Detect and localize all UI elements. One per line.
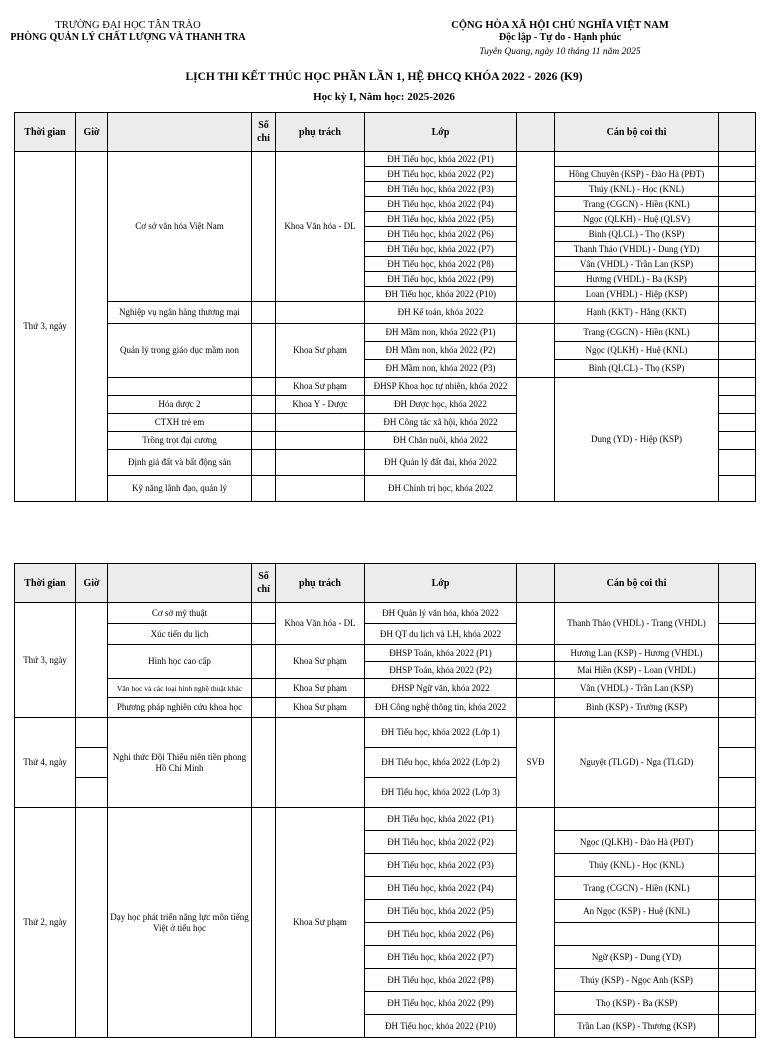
note-cell (719, 808, 756, 831)
subject-cell: Quản lý trong giáo dục mầm non (108, 324, 252, 378)
note-cell (719, 662, 756, 679)
class-cell: ĐH Tiểu học, khóa 2022 (P6) (365, 923, 517, 946)
note-cell (719, 324, 756, 342)
room-cell (517, 152, 555, 302)
note-cell (719, 227, 756, 242)
proctor-cell: An Ngọc (KSP) - Huệ (KNL) (555, 900, 719, 923)
class-cell: ĐH Tiểu học, khóa 2022 (Lớp 3) (365, 778, 517, 808)
proctor-cell: Bình (KSP) - Trường (KSP) (555, 698, 719, 718)
credits-cell (252, 645, 276, 679)
department-cell (276, 718, 365, 808)
credits-cell (252, 450, 276, 476)
note-cell (719, 624, 756, 645)
page-title: LỊCH THI KẾT THÚC HỌC PHẦN LẦN 1, HỆ ĐHCQ KHÓA 2022 - 2026 (K9) (185, 71, 583, 83)
note-cell (719, 450, 756, 476)
class-cell: ĐH Tiểu học, khóa 2022 (P5) (365, 212, 517, 227)
col-header-room (517, 564, 555, 603)
hour-cell (76, 808, 108, 1038)
subject-cell: Nghiệp vụ ngân hàng thương mại (108, 302, 252, 324)
class-cell: ĐH Dược học, khóa 2022 (365, 396, 517, 414)
credits-cell (252, 324, 276, 378)
proctor-cell: Mai Hiền (KSP) - Loan (VHDL) (555, 662, 719, 679)
note-cell (719, 946, 756, 969)
day-cell: Thứ 2, ngày (15, 808, 76, 1038)
class-cell: ĐHSP Ngữ văn, khóa 2022 (365, 679, 517, 698)
class-cell: ĐHSP Toán, khóa 2022 (P2) (365, 662, 517, 679)
proctor-cell: Nguyệt (TLGD) - Nga (TLGD) (555, 718, 719, 808)
note-cell (719, 877, 756, 900)
proctor-cell: Vân (VHDL) - Trần Lan (KSP) (555, 257, 719, 272)
room-cell (517, 679, 555, 698)
national-motto: Độc lập - Tự do - Hạnh phúc (498, 32, 622, 43)
proctor-cell: Hương (VHDL) - Ba (KSP) (555, 272, 719, 287)
table-row (15, 679, 756, 698)
col-header-proctors: Cán bộ coi thi (555, 564, 719, 603)
col-header-class: Lớp (365, 564, 517, 603)
table-row (15, 808, 756, 831)
col-header-credits: Số chỉ (252, 564, 276, 603)
class-cell: ĐH Tiểu học, khóa 2022 (P10) (365, 287, 517, 302)
note-cell (719, 242, 756, 257)
class-cell: ĐH Chính trị học, khóa 2022 (365, 476, 517, 502)
proctor-cell: Loan (VHDL) - Hiệp (KSP) (555, 287, 719, 302)
subject-cell: Cơ sở văn hóa Việt Nam (108, 152, 252, 302)
note-cell (719, 414, 756, 432)
class-cell: ĐH Tiểu học, khóa 2022 (P2) (365, 831, 517, 854)
department-cell: Khoa Sư phạm (276, 808, 365, 1038)
subject-cell (108, 378, 252, 396)
proctor-cell: Thúy (KNL) - Học (KNL) (555, 182, 719, 197)
subject-cell: Hóa dược 2 (108, 396, 252, 414)
credits-cell (252, 698, 276, 718)
credits-cell (252, 476, 276, 502)
note-cell (719, 854, 756, 877)
proctor-cell: Thọ (KSP) - Ba (KSP) (555, 992, 719, 1015)
department-cell: Khoa Sư phạm (276, 679, 365, 698)
class-cell: ĐH Tiểu học, khóa 2022 (P10) (365, 1015, 517, 1038)
proctor-cell: Thanh Thảo (VHDL) - Dung (YD) (555, 242, 719, 257)
hour-cell (76, 748, 108, 778)
department-cell: Khoa Y - Dược (276, 396, 365, 414)
class-cell: ĐH Tiểu học, khóa 2022 (P3) (365, 182, 517, 197)
note-cell (719, 992, 756, 1015)
department-cell (276, 432, 365, 450)
credits-cell (252, 396, 276, 414)
col-header-hour: Giờ (76, 564, 108, 603)
col-header-class: Lớp (365, 113, 517, 152)
subject-cell: Nghi thức Đội Thiếu niên tiền phong Hồ Chí Minh (108, 718, 252, 808)
col-header-proctors: Cán bộ coi thi (555, 113, 719, 152)
proctor-cell: Trang (CGCN) - Hiền (KNL) (555, 324, 719, 342)
room-cell (517, 302, 555, 324)
note-cell (719, 831, 756, 854)
table-row (15, 645, 756, 662)
note-cell (719, 603, 756, 624)
department-cell: Khoa Sư phạm (276, 324, 365, 378)
credits-cell (252, 679, 276, 698)
department-cell: Khoa Văn hóa - DL (276, 603, 365, 645)
note-cell (719, 197, 756, 212)
col-header-time: Thời gian (15, 113, 76, 152)
col-header-room (517, 113, 555, 152)
proctor-cell: Hương Lan (KSP) - Hương (VHDL) (555, 645, 719, 662)
room-cell (517, 662, 555, 679)
credits-cell (252, 603, 276, 624)
proctor-cell (555, 152, 719, 167)
department-cell: Khoa Sư phạm (276, 698, 365, 718)
department-cell (276, 302, 365, 324)
subject-cell: Hình học cao cấp (108, 645, 252, 679)
proctor-cell: Ngọc (QLKH) - Huệ (QLSV) (555, 212, 719, 227)
proctor-cell: Thúy (KNL) - Học (KNL) (555, 854, 719, 877)
credits-cell (252, 432, 276, 450)
credits-cell (252, 152, 276, 302)
subject-cell: Định giá đất và bất động sản (108, 450, 252, 476)
note-cell (719, 923, 756, 946)
col-header-subject (108, 564, 252, 603)
national-motto-block (440, 20, 680, 60)
proctor-cell: Bình (QLCL) - Thọ (KSP) (555, 227, 719, 242)
room-cell (517, 698, 555, 718)
note-cell (719, 718, 756, 748)
issuer-block (8, 20, 248, 44)
hour-cell (76, 718, 108, 748)
table-row (15, 718, 756, 748)
note-cell (719, 287, 756, 302)
class-cell: ĐH Công nghệ thông tin, khóa 2022 (365, 698, 517, 718)
proctor-cell: Bình (QLCL) - Thọ (KSP) (555, 360, 719, 378)
class-cell: ĐHSP Khoa học tự nhiên, khóa 2022 (365, 378, 517, 396)
class-cell: ĐH Mầm non, khóa 2022 (P1) (365, 324, 517, 342)
class-cell: ĐH Tiểu học, khóa 2022 (P2) (365, 167, 517, 182)
subject-cell: CTXH trẻ em (108, 414, 252, 432)
proctor-cell: Thúy (KSP) - Ngọc Anh (KSP) (555, 969, 719, 992)
class-cell: ĐH Tiểu học, khóa 2022 (P8) (365, 257, 517, 272)
subject-cell: Phương pháp nghiên cứu khoa học (108, 698, 252, 718)
subject-cell: Văn học và các loại hình nghệ thuật khác (108, 679, 252, 698)
proctor-cell: Hồng Chuyên (KSP) - Đào Hà (PĐT) (555, 167, 719, 182)
col-header-note (719, 564, 756, 603)
class-cell: ĐH Công tác xã hội, khóa 2022 (365, 414, 517, 432)
note-cell (719, 167, 756, 182)
proctor-cell: Hạnh (KKT) - Hằng (KKT) (555, 302, 719, 324)
class-cell: ĐH Chăn nuôi, khóa 2022 (365, 432, 517, 450)
note-cell (719, 152, 756, 167)
hour-cell (76, 152, 108, 502)
class-cell: ĐH Tiểu học, khóa 2022 (P7) (365, 242, 517, 257)
room-cell: SVĐ (517, 718, 555, 808)
room-cell (517, 603, 555, 645)
table-header-row (15, 564, 756, 603)
class-cell: ĐH Tiểu học, khóa 2022 (P1) (365, 808, 517, 831)
class-cell: ĐH QT du lịch và LH, khóa 2022 (365, 624, 517, 645)
document-header (0, 20, 768, 66)
table-row (15, 603, 756, 624)
note-cell (719, 1015, 756, 1038)
credits-cell (252, 378, 276, 396)
proctor-cell: Ngọc (QLKH) - Đào Hà (PĐT) (555, 831, 719, 854)
note-cell (719, 360, 756, 378)
subject-cell: Trồng trọt đại cương (108, 432, 252, 450)
subject-cell: Cơ sở mỹ thuật (108, 603, 252, 624)
note-cell (719, 476, 756, 502)
office-name: PHÒNG QUẢN LÝ CHẤT LƯỢNG VÀ THANH TRA (10, 32, 246, 43)
class-cell: ĐH Tiểu học, khóa 2022 (P9) (365, 992, 517, 1015)
schedule-table-2 (14, 563, 756, 1038)
department-cell: Khoa Sư phạm (276, 378, 365, 396)
table-row (15, 302, 756, 324)
class-cell: ĐH Tiểu học, khóa 2022 (P7) (365, 946, 517, 969)
credits-cell (252, 624, 276, 645)
note-cell (719, 396, 756, 414)
col-header-credits: Số chỉ (252, 113, 276, 152)
class-cell: ĐH Tiểu học, khóa 2022 (P3) (365, 854, 517, 877)
day-cell: Thứ 3, ngày (15, 152, 76, 502)
schedule-table-1 (14, 112, 756, 502)
department-cell (276, 450, 365, 476)
note-cell (719, 778, 756, 808)
col-header-subject (108, 113, 252, 152)
note-cell (719, 378, 756, 396)
room-cell (517, 378, 555, 502)
class-cell: ĐH Tiểu học, khóa 2022 (P5) (365, 900, 517, 923)
note-cell (719, 432, 756, 450)
subject-cell: Dạy học phát triển năng lực môn tiếng Việt ở tiểu học (108, 808, 252, 1038)
col-header-department: phụ trách (276, 113, 365, 152)
class-cell: ĐH Tiểu học, khóa 2022 (P4) (365, 877, 517, 900)
department-cell (276, 414, 365, 432)
note-cell (719, 679, 756, 698)
page-subtitle: Học kỳ I, Năm học: 2025-2026 (313, 91, 455, 103)
class-cell: ĐH Tiểu học, khóa 2022 (P4) (365, 197, 517, 212)
table-row (15, 378, 756, 396)
department-cell: Khoa Sư phạm (276, 645, 365, 679)
note-cell (719, 257, 756, 272)
proctor-cell: Trang (CGCN) - Hiền (KNL) (555, 877, 719, 900)
proctor-cell (555, 923, 719, 946)
room-cell (517, 645, 555, 662)
table-row (15, 324, 756, 342)
hour-cell (76, 603, 108, 718)
class-cell: ĐH Quản lý văn hóa, khóa 2022 (365, 603, 517, 624)
credits-cell (252, 414, 276, 432)
class-cell: ĐH Tiểu học, khóa 2022 (Lớp 1) (365, 718, 517, 748)
col-header-note (719, 113, 756, 152)
note-cell (719, 969, 756, 992)
university-name: TRƯỜNG ĐẠI HỌC TÂN TRÀO (55, 20, 201, 31)
note-cell (719, 182, 756, 197)
day-cell: Thứ 3, ngày (15, 603, 76, 718)
note-cell (719, 272, 756, 287)
table-row (15, 698, 756, 718)
room-cell (517, 324, 555, 378)
note-cell (719, 342, 756, 360)
class-cell: ĐH Mầm non, khóa 2022 (P3) (365, 360, 517, 378)
room-cell (517, 808, 555, 1038)
class-cell: ĐHSP Toán, khóa 2022 (P1) (365, 645, 517, 662)
class-cell: ĐH Tiểu học, khóa 2022 (P1) (365, 152, 517, 167)
proctor-cell: Thanh Thảo (VHDL) - Trang (VHDL) (555, 603, 719, 645)
national-title: CỘNG HÒA XÃ HỘI CHỦ NGHĨA VIỆT NAM (451, 20, 669, 31)
note-cell (719, 302, 756, 324)
class-cell: ĐH Tiểu học, khóa 2022 (Lớp 2) (365, 748, 517, 778)
document-date: Tuyên Quang, ngày 10 tháng 11 năm 2025 (479, 47, 641, 57)
department-cell (276, 476, 365, 502)
note-cell (719, 748, 756, 778)
proctor-cell: Vân (VHDL) - Trần Lan (KSP) (555, 679, 719, 698)
class-cell: ĐH Tiểu học, khóa 2022 (P8) (365, 969, 517, 992)
proctor-cell: Trang (CGCN) - Hiền (KNL) (555, 197, 719, 212)
proctor-cell: Trần Lan (KSP) - Thương (KSP) (555, 1015, 719, 1038)
proctor-cell: Ngữ (KSP) - Dung (YD) (555, 946, 719, 969)
col-header-hour: Giờ (76, 113, 108, 152)
table-header-row (15, 113, 756, 152)
class-cell: ĐH Tiểu học, khóa 2022 (P6) (365, 227, 517, 242)
class-cell: ĐH Kế toán, khóa 2022 (365, 302, 517, 324)
note-cell (719, 900, 756, 923)
col-header-time: Thời gian (15, 564, 76, 603)
note-cell (719, 698, 756, 718)
class-cell: ĐH Mầm non, khóa 2022 (P2) (365, 342, 517, 360)
note-cell (719, 645, 756, 662)
credits-cell (252, 808, 276, 1038)
hour-cell (76, 778, 108, 808)
department-cell: Khoa Văn hóa - DL (276, 152, 365, 302)
table-row (15, 152, 756, 167)
credits-cell (252, 302, 276, 324)
day-cell: Thứ 4, ngày (15, 718, 76, 808)
note-cell (719, 212, 756, 227)
proctor-cell: Dung (YD) - Hiệp (KSP) (555, 378, 719, 502)
proctor-cell: Ngọc (QLKH) - Huệ (KNL) (555, 342, 719, 360)
proctor-cell (555, 808, 719, 831)
subject-cell: Kỹ năng lãnh đạo, quản lý (108, 476, 252, 502)
credits-cell (252, 718, 276, 808)
subject-cell: Xúc tiến du lịch (108, 624, 252, 645)
col-header-department: phụ trách (276, 564, 365, 603)
class-cell: ĐH Quản lý đất đai, khóa 2022 (365, 450, 517, 476)
class-cell: ĐH Tiểu học, khóa 2022 (P9) (365, 272, 517, 287)
